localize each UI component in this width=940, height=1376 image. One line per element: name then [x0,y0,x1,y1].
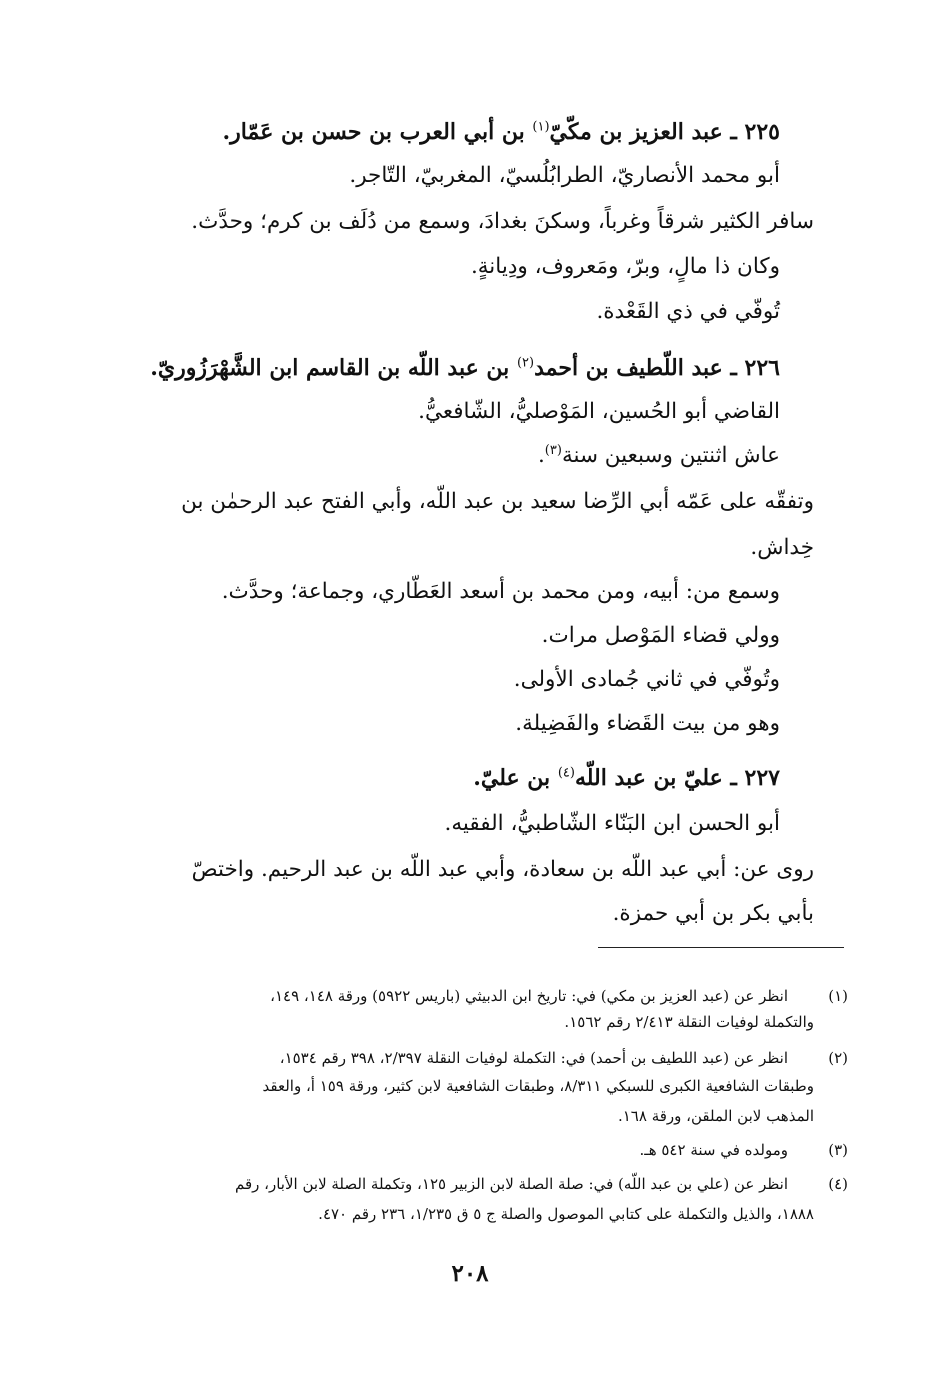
footnote-line: المذهب لابن الملقن، ورقة ١٦٨. [617,1107,814,1125]
footnote-ref: (٢) [516,355,535,371]
footnote-ref: (٤) [557,765,575,781]
footnote-line: انظر عن (عبد العزيز بن مكي) في: تاريخ ابن الدبيثي (باريس ٥٩٢٢) ورقة ١٤٨، ١٤٩، [270,987,788,1005]
page-number: ٢٠٨ [451,1260,489,1287]
entry-text-line: عاش اثنتين وسبعين سنة$^{(٣)}$. [537,442,780,468]
footnote-line: انظر عن (عبد اللطيف بن أحمد) في: التكملة لوفيات النقلة ٢/٣٩٧، ٣٩٨ رقم ١٥٣٤، [279,1049,788,1067]
entry-text-line: القاضي أبو الحُسين، المَوْصليُّ، الشّافعيُّ. [418,399,780,424]
footnote-separator [598,947,844,948]
entry-text-line: أبو محمد الأنصاريّ، الطرابُلُسيّ، المغربيّ، التّاجر. [349,163,780,188]
footnote-number: (٣) [828,1141,848,1159]
footnote-number: (٤) [828,1175,848,1193]
footnote-number: (٢) [828,1049,848,1067]
footnote-line: ١٨٨٨، والذيل والتكملة على كتابي الموصول والصلة ج ٥ ق ١/٢٣٥، ٢٣٦ رقم ٤٧٠. [318,1205,814,1223]
entry-text-line: سافر الكثير شرقاً وغرباً، وسكنَ بغدادَ، وسمع من دُلَف بن كرم؛ وحدَّث. [191,209,814,234]
footnote-ref: (٣) [544,442,562,458]
entry-text-line: وتُوفّي في ثاني جُمادى الأولى. [513,667,780,692]
entry-heading-227: ٢٢٧ ـ عليّ بن عبد اللّه$^{(٤)}$ بن عليّ. [473,765,780,791]
entry-text-line: أبو الحسن ابن البَنّاء الشّاطبيُّ، الفقيه. [444,811,780,836]
footnote-line: والتكملة لوفيات النقلة ٢/٤١٣ رقم ١٥٦٢. [564,1013,814,1031]
entry-heading-226: ٢٢٦ ـ عبد اللّطيف بن أحمد$^{(٢)}$ بن عبد اللّه بن القاسم ابن الشَّهْرَزُوريّ. [150,355,780,381]
entry-text-line: بأبي بكر بن أبي حمزة. [612,901,814,926]
entry-text-line: وسمع من: أبيه، ومن محمد بن أسعد العَطّاري، وجماعة؛ وحدَّث. [221,579,780,604]
entry-text-line: وهو من بيت القَضاء والفَضِيلة. [515,711,780,736]
entry-heading-225: ٢٢٥ ـ عبد العزيز بن مكّيّ$^{(١)}$ بن أبي العرب بن حسن بن عَمّار. [222,119,780,145]
entry-text-line: وتفقّه على عَمّه أبي الرِّضا سعيد بن عبد اللّه، وأبي الفتح عبد الرحمٰن بن [181,489,814,514]
entry-text-line: وكان ذا مالٍ، وبرّ، ومَعروف، ودِيانةٍ. [470,254,780,279]
footnote-line: انظر عن (علي بن عبد اللّه) في: صلة الصلة لابن الزبير ١٢٥، وتكملة الصلة لابن الأبار، رقم [234,1175,788,1193]
entry-text-line: روى عن: أبي عبد اللّه بن سعادة، وأبي عبد اللّه بن عبد الرحيم. واختصّ [191,857,814,882]
footnote-line: وطبقات الشافعية الكبرى للسبكي ٨/٣١١، وطبقات الشافعية لابن كثير، ورقة ١٥٩ أ، والعقد [262,1077,814,1095]
entry-text-line: خِداش. [750,535,814,560]
footnote-number: (١) [828,987,848,1005]
footnote-ref: (١) [532,119,550,135]
entry-text-line: وولي قضاء المَوْصل مرات. [541,623,780,648]
entry-text-line: تُوفّي في ذي القَعْدة. [596,299,780,324]
footnote-line: ومولده في سنة ٥٤٢ هـ. [639,1141,788,1159]
